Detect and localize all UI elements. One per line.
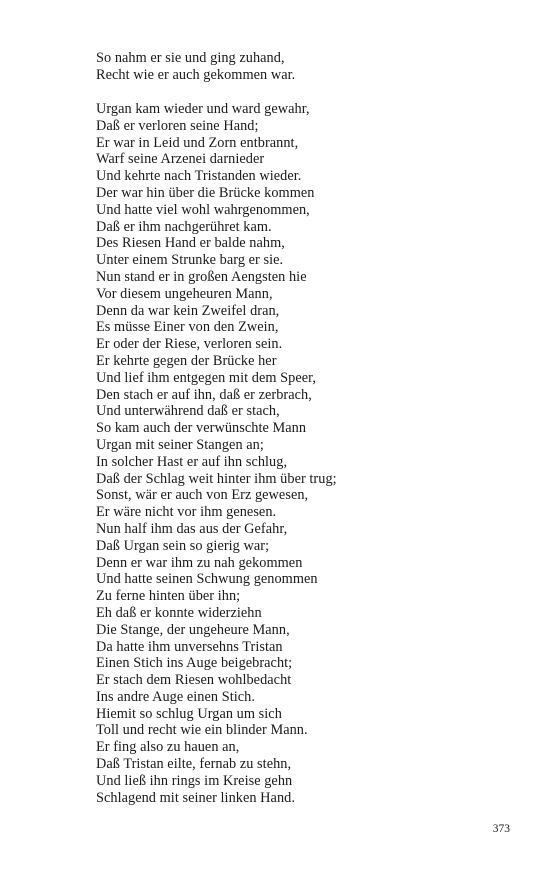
- poem-line: Einen Stich ins Auge beigebracht;: [96, 655, 293, 672]
- poem-line: Unter einem Strunke barg er sie.: [96, 252, 284, 269]
- poem-line: Daß Tristan eilte, fernab zu stehn,: [96, 756, 292, 773]
- poem-line: Hiemit so schlug Urgan um sich: [96, 705, 282, 722]
- poem-line: Ins andre Auge einen Stich.: [96, 688, 255, 705]
- poem-line: Den stach er auf ihn, daß er zerbrach,: [96, 386, 312, 403]
- poem-line: Toll und recht wie ein blinder Mann.: [96, 722, 308, 739]
- poem-line: Daß der Schlag weit hinter ihm über trug;: [96, 470, 337, 487]
- poem-line: Und lief ihm entgegen mit dem Speer,: [96, 369, 316, 386]
- poem-line: Eh daß er konnte widerziehn: [96, 604, 262, 621]
- poem-line: So nahm er sie und ging zuhand,: [96, 50, 285, 66]
- poem-line: In solcher Hast er auf ihn schlug,: [96, 453, 288, 470]
- poem-line: Des Riesen Hand er balde nahm,: [96, 235, 285, 252]
- poem-line: So kam auch der verwünschte Mann: [96, 420, 307, 437]
- stanza-1: [96, 50, 295, 84]
- poem-line: Recht wie er auch gekommen war.: [96, 66, 296, 83]
- poem-line: Er kehrte gegen der Brücke her: [96, 352, 277, 369]
- poem-line: Denn da war kein Zweifel dran,: [96, 302, 280, 319]
- stanza-2: [96, 101, 337, 806]
- poem-line: Er oder der Riese, verloren sein.: [96, 336, 283, 353]
- poem-line: Sonst, wär er auch von Erz gewesen,: [96, 487, 309, 504]
- poem-line: Da hatte ihm unversehns Tristan: [96, 638, 283, 655]
- poem-line: Urgan kam wieder und ward gewahr,: [96, 101, 310, 117]
- poem-line: Und ließ ihn rings im Kreise gehn: [96, 772, 293, 789]
- poem-line: Die Stange, der ungeheure Mann,: [96, 621, 290, 638]
- poem-line: Nun half ihm das aus der Gefahr,: [96, 520, 288, 537]
- poem-line: Er wäre nicht vor ihm genesen.: [96, 504, 277, 521]
- poem-line: Vor diesem ungeheuren Mann,: [96, 285, 273, 302]
- poem-line: Er war in Leid und Zorn entbrannt,: [96, 134, 299, 151]
- poem-line: Zu ferne hinten über ihn;: [96, 588, 241, 605]
- poem-line: Und kehrte nach Tristanden wieder.: [96, 168, 302, 185]
- poem-line: Und hatte viel wohl wahrgenommen,: [96, 201, 310, 218]
- poem-line: Daß er verloren seine Hand;: [96, 117, 259, 134]
- poem-line: Und unterwährend daß er stach,: [96, 403, 280, 420]
- page-number: 373: [492, 823, 510, 835]
- poem-line: Urgan mit seiner Stangen an;: [96, 436, 264, 453]
- poem-line: Daß er ihm nachgerühret kam.: [96, 218, 272, 235]
- poem-line: Nun stand er in großen Aengsten hie: [96, 268, 307, 285]
- poem-line: Er stach dem Riesen wohlbedacht: [96, 672, 292, 689]
- poem-line: Daß Urgan sein so gierig war;: [96, 537, 270, 554]
- poem-line: Denn er war ihm zu nah gekommen: [96, 554, 303, 571]
- poem-line: Der war hin über die Brücke kommen: [96, 184, 315, 201]
- poem-line: Er fing also zu hauen an,: [96, 739, 240, 756]
- poem-line: Und hatte seinen Schwung genommen: [96, 571, 318, 588]
- poem-line: Schlagend mit seiner linken Hand.: [96, 789, 295, 806]
- poem-line: Warf seine Arzenei darnieder: [96, 151, 265, 168]
- poem-line: Es müsse Einer von den Zwein,: [96, 319, 279, 336]
